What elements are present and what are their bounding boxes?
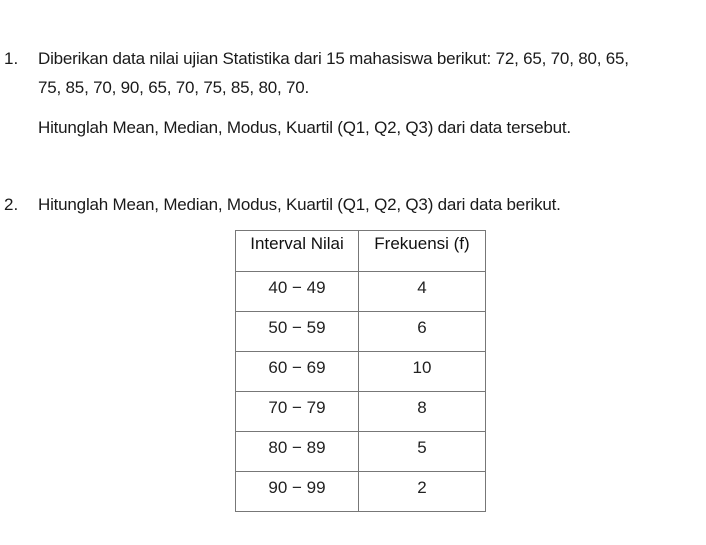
frequency-cell: 5 [359, 432, 486, 472]
table-row [236, 352, 486, 392]
interval-cell: 70 − 79 [236, 392, 359, 432]
frequency-cell: 4 [359, 272, 486, 312]
table-row [236, 392, 486, 432]
table-row [236, 312, 486, 352]
question-instruction: Hitunglah Mean, Median, Modus, Kuartil (Q1, Q2, Q3) dari data berikut. [38, 195, 561, 214]
interval-cell: 50 − 59 [236, 312, 359, 352]
question-number: 2. [4, 195, 19, 214]
interval-cell: 40 − 49 [236, 272, 359, 312]
table-row [236, 472, 486, 512]
question-number: 1. [4, 49, 19, 68]
interval-cell: 90 − 99 [236, 472, 359, 512]
table-row [236, 272, 486, 312]
question-instruction: Hitunglah Mean, Median, Modus, Kuartil (Q1, Q2, Q3) dari data tersebut. [38, 118, 571, 137]
question-text-line: Diberikan data nilai ujian Statistika dari 15 mahasiswa berikut: 72, 65, 70, 80, 65, [38, 49, 629, 68]
table-row [236, 432, 486, 472]
frequency-cell: 10 [359, 352, 486, 392]
table-header-row [236, 231, 486, 272]
frequency-cell: 2 [359, 472, 486, 512]
frequency-table [235, 230, 486, 512]
interval-cell: 60 − 69 [236, 352, 359, 392]
column-header-interval: Interval Nilai [236, 231, 359, 272]
frequency-cell: 6 [359, 312, 486, 352]
question-text-line: 75, 85, 70, 90, 65, 70, 75, 85, 80, 70. [38, 78, 310, 97]
frequency-cell: 8 [359, 392, 486, 432]
column-header-frequency: Frekuensi (f) [359, 231, 486, 272]
interval-cell: 80 − 89 [236, 432, 359, 472]
